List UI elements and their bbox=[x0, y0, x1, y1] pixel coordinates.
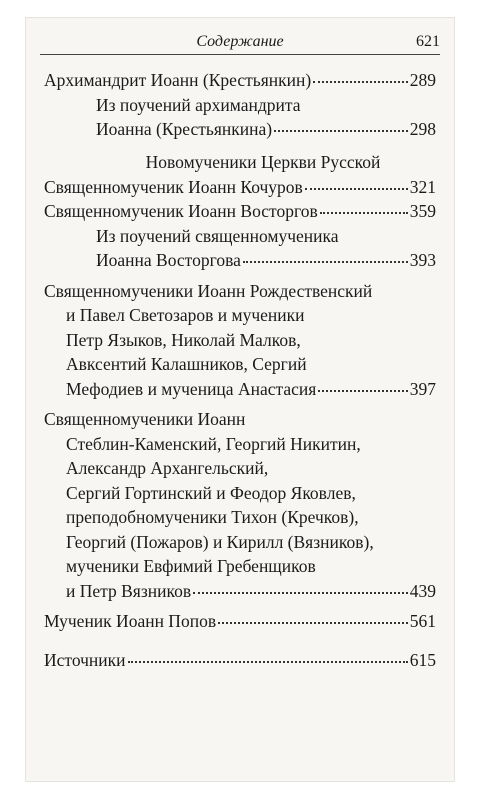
toc-entry-line bbox=[44, 556, 436, 581]
header-title: Содержание bbox=[196, 33, 284, 50]
toc-entry-line bbox=[44, 507, 436, 532]
book-page bbox=[26, 18, 454, 781]
toc-leader-dots bbox=[305, 188, 408, 190]
toc-entry-line bbox=[44, 532, 436, 557]
toc-entry-title: Георгий (Пожаров) и Кирилл (Вязников), bbox=[66, 531, 374, 552]
header-page-number: 621 bbox=[416, 33, 440, 50]
toc-entry-rozhdestvensky bbox=[44, 379, 436, 404]
table-of-contents bbox=[44, 70, 436, 674]
toc-entry-line bbox=[44, 281, 436, 306]
toc-entry-title: Мефодиев и мученица Анастасия bbox=[66, 378, 317, 399]
toc-page-number: 321 bbox=[409, 176, 436, 197]
toc-leader-dots bbox=[218, 622, 408, 624]
toc-page-number: 393 bbox=[409, 250, 436, 270]
toc-leader-dots bbox=[313, 81, 408, 83]
toc-entry-title: Священномученик Иоанн Восторгов bbox=[44, 201, 318, 221]
toc-entry-title: мученики Евфимий Гребенщиков bbox=[66, 556, 316, 576]
toc-entry-title: Источники bbox=[44, 649, 126, 670]
toc-entry-krestyankin bbox=[44, 70, 436, 95]
toc-page-number: 289 bbox=[409, 70, 436, 90]
toc-entry-line bbox=[44, 305, 436, 330]
toc-entry-title: Александр Архангельский, bbox=[66, 458, 269, 478]
toc-leader-dots bbox=[318, 390, 407, 392]
toc-entry-steblin-kamensky bbox=[44, 581, 436, 606]
running-header bbox=[40, 32, 440, 55]
toc-page-number: 359 bbox=[409, 201, 436, 221]
toc-entry-title: Иоанна (Крестьянкина) bbox=[96, 119, 273, 139]
toc-entry-popov bbox=[44, 611, 436, 636]
toc-entry-line bbox=[44, 434, 436, 459]
toc-entry-title: Архимандрит Иоанн (Крестьянкин) bbox=[44, 70, 312, 90]
toc-leader-dots bbox=[274, 130, 408, 132]
toc-entry-title: Авксентий Калашников, Сергий bbox=[66, 354, 307, 374]
toc-entry-title: Из поучений архимандрита bbox=[96, 94, 301, 115]
toc-entry-title: Священномученики Иоанн Рождественский bbox=[44, 280, 373, 301]
toc-entry-title: Священномученики Иоанн bbox=[44, 409, 246, 429]
toc-entry-line bbox=[44, 483, 436, 508]
toc-entry-title: Стеблин-Каменский, Георгий Никитин, bbox=[66, 433, 361, 454]
toc-leader-dots bbox=[243, 261, 408, 263]
toc-page-number: 439 bbox=[409, 580, 436, 601]
section-heading: Новомученики Церкви Русской bbox=[145, 151, 381, 172]
toc-entry-line bbox=[44, 354, 436, 379]
toc-entry-vostorgov-teachings bbox=[44, 250, 436, 275]
toc-entry-title: и Петр Вязников bbox=[66, 580, 192, 601]
toc-page-number: 397 bbox=[409, 378, 436, 399]
toc-entry-line bbox=[44, 409, 436, 434]
toc-page-number: 561 bbox=[409, 611, 436, 631]
toc-entry-vostorgov bbox=[44, 201, 436, 226]
toc-entry-line bbox=[44, 330, 436, 355]
toc-page-number: 298 bbox=[409, 119, 436, 139]
toc-entry-title: Священномученик Иоанн Кочуров bbox=[44, 176, 303, 197]
toc-entry-krestyankin-teachings bbox=[44, 119, 436, 144]
toc-entry-title: Сергий Гортинский и Феодор Яковлев, bbox=[66, 482, 356, 503]
toc-leader-dots bbox=[128, 661, 408, 663]
toc-entry-sources bbox=[44, 650, 436, 675]
toc-entry-title: Мученик Иоанн Попов bbox=[44, 611, 217, 631]
toc-entry-title: преподобномученики Тихон (Кречков), bbox=[66, 507, 359, 527]
toc-entry-title: Петр Языков, Николай Малков, bbox=[66, 329, 301, 350]
toc-entry-kochurov bbox=[44, 177, 436, 202]
toc-entry-line bbox=[44, 95, 436, 120]
toc-entry-title: и Павел Светозаров и мученики bbox=[66, 305, 305, 325]
toc-entry-title: Из поучений священномученика bbox=[96, 225, 339, 246]
toc-entry-line bbox=[44, 226, 436, 251]
toc-leader-dots bbox=[193, 592, 408, 594]
toc-leader-dots bbox=[320, 212, 408, 214]
toc-entry-line bbox=[44, 458, 436, 483]
toc-entry-title: Иоанна Восторгова bbox=[96, 250, 241, 270]
toc-page-number: 615 bbox=[409, 649, 436, 670]
